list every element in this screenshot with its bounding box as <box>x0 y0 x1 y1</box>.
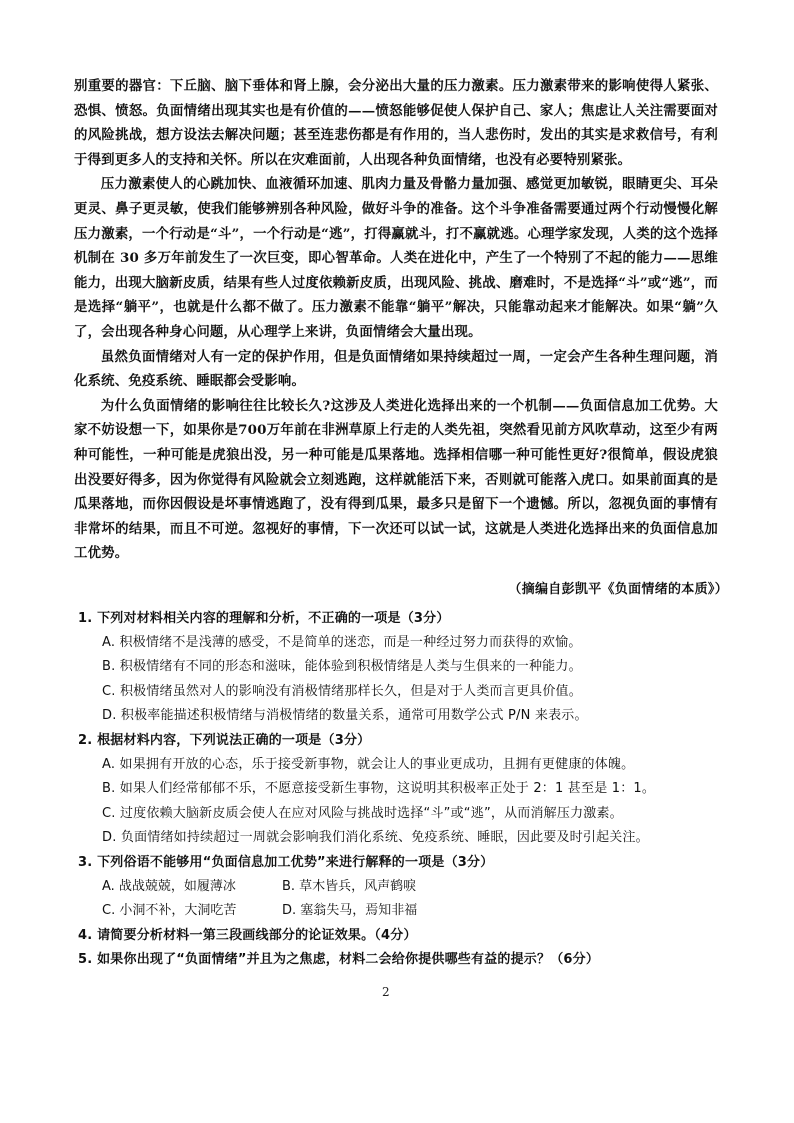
option-c: C. 积极情绪虽然对人的影响没有消极情绪那样长久，但是对于人类而言更具价值。 <box>102 683 582 699</box>
passage-paragraph-2: 压力激素使人的心跳加快、血液循环加速、肌肉力量及骨骼力量加强、感觉更加敏锐，眼睛更尖、耳朵更灵、鼻子更灵敏，使我们能够辨别各种风险，做好斗争的准备。这个斗争准备需要通过两个行动慢慢化解压力激素，一个行动是“斗”，一个行动是“逃”，打得赢就斗，打不赢就逃。心理学家发现，人类的这个选择机制在 30 多万年前发生了一次巨变，即心智革命。人类在进化中，产生了一个特别了不起的能力——思维能力，出现大脑新皮质，结果有些人过度依赖新皮质，出现风险、挑战、磨难时，不是选择“斗”或“逃”，而是选择“躺平”，也就是什么都不做了。压力激素不能靠“躺平”解决，只能靠动起来才能解决。如果“躺”久了，会出现各种身心问题，从心理学上来讲，负面情绪会大量出现。 <box>74 176 718 340</box>
question-list <box>78 607 718 972</box>
question-4 <box>78 924 718 948</box>
question-stem: 1. 下列对材料相关内容的理解和分析，不正确的一项是（3分） <box>78 610 450 626</box>
question-stem: 5. 如果你出现了“负面情绪”并且为之焦虑，材料二会给你提供哪些有益的提示？（6分） <box>78 951 600 967</box>
option-row <box>102 899 718 924</box>
passage-source: （摘编自彭凯平《负面情绪的本质》） <box>508 581 728 597</box>
option-row <box>102 875 718 900</box>
option-b: B. 积极情绪有不同的形态和滋味，能体验到积极情绪是人类与生俱来的一种能力。 <box>102 659 582 675</box>
question-stem: 4. 请简要分析材料一第三段画线部分的论证效果。（4分） <box>78 927 417 943</box>
option-c: C. 过度依赖大脑新皮质会使人在应对风险与挑战时选择“斗”或“逃”，从而消解压力激素。 <box>102 805 623 821</box>
passage-paragraph-4: 为什么负面情绪的影响往往比较长久?这涉及人类进化选择出来的一个机制——负面信息加工优势。大家不妨设想一下，如果你是700万年前在非洲草原上行走的人类先祖，突然看见前方风吹草动，这至少有两种可能性，一种可能是虎狼出没，另一种可能是瓜果落地。选择相信哪一种可能性更好?很简单，假设虎狼出没要好得多，因为你觉得有风险就会立刻逃跑，这样就能活下来，否则就可能落入虎口。如果前面真的是瓜果落地，而你因假设是坏事情逃跑了，没有得到瓜果，最多只是留下一个遗憾。所以，忽视负面的事情有非常坏的结果，而且不可逆。忽视好的事情，下一次还可以试一试，这就是人类进化选择出来的负面信息加工优势。 <box>74 397 718 562</box>
option-c: C. 小洞不补，大洞吃苦 <box>102 903 237 919</box>
question-5 <box>78 948 718 972</box>
passage-paragraph-3: 虽然负面情绪对人有一定的保护作用，但是负面情绪如果持续超过一周，一定会产生各种生理问题，消化系统、免疫系统、睡眠都会受影响。 <box>74 348 718 390</box>
option-d: D. 塞翁失马，焉知非福 <box>282 903 418 919</box>
option-b: B. 草木皆兵，风声鹤唳 <box>282 878 417 894</box>
question-stem: 2. 根据材料内容，下列说法正确的一项是（3分） <box>78 732 371 748</box>
option-b: B. 如果人们经常郁郁不乐，不愿意接受新生事物，这说明其积极率正处于 2：1 甚至是 1：1。 <box>102 781 656 797</box>
reading-passage <box>74 74 718 566</box>
option-d: D. 积极率能描述积极情绪与消极情绪的数量关系，通常可用数学公式 P/N 来表示。 <box>102 708 588 724</box>
page-number: 2 <box>382 985 390 999</box>
question-1 <box>78 607 718 729</box>
question-2 <box>78 729 718 851</box>
option-d: D. 负面情绪如持续超过一周就会影响我们消化系统、免疫系统、睡眠，因此要及时引起关注。 <box>102 830 649 846</box>
question-3 <box>78 851 718 924</box>
passage-paragraph-1: 别重要的器官：下丘脑、脑下垂体和肾上腺，会分泌出大量的压力激素。压力激素带来的影响使得人紧张、恐惧、愤怒。负面情绪出现其实也是有价值的——愤怒能够促使人保护自己、家人；焦虑让人关注需要面对的风险挑战，想方设法去解决问题；甚至连悲伤都是有作用的，当人悲伤时，发出的其实是求救信号，有利于得到更多人的支持和关怀。所以在灾难面前，人出现各种负面情绪，也没有必要特别紧张。 <box>74 78 718 168</box>
option-a: A. 如果拥有开放的心态，乐于接受新事物，就会让人的事业更成功，且拥有更健康的体魄。 <box>102 756 635 772</box>
question-stem: 3. 下列俗语不能够用“负面信息加工优势”来进行解释的一项是（3分） <box>78 854 494 870</box>
option-a: A. 积极情绪不是浅薄的感受，不是简单的迷恋，而是一种经过努力而获得的欢愉。 <box>102 634 582 650</box>
option-a: A. 战战兢兢，如履薄冰 <box>102 878 236 894</box>
